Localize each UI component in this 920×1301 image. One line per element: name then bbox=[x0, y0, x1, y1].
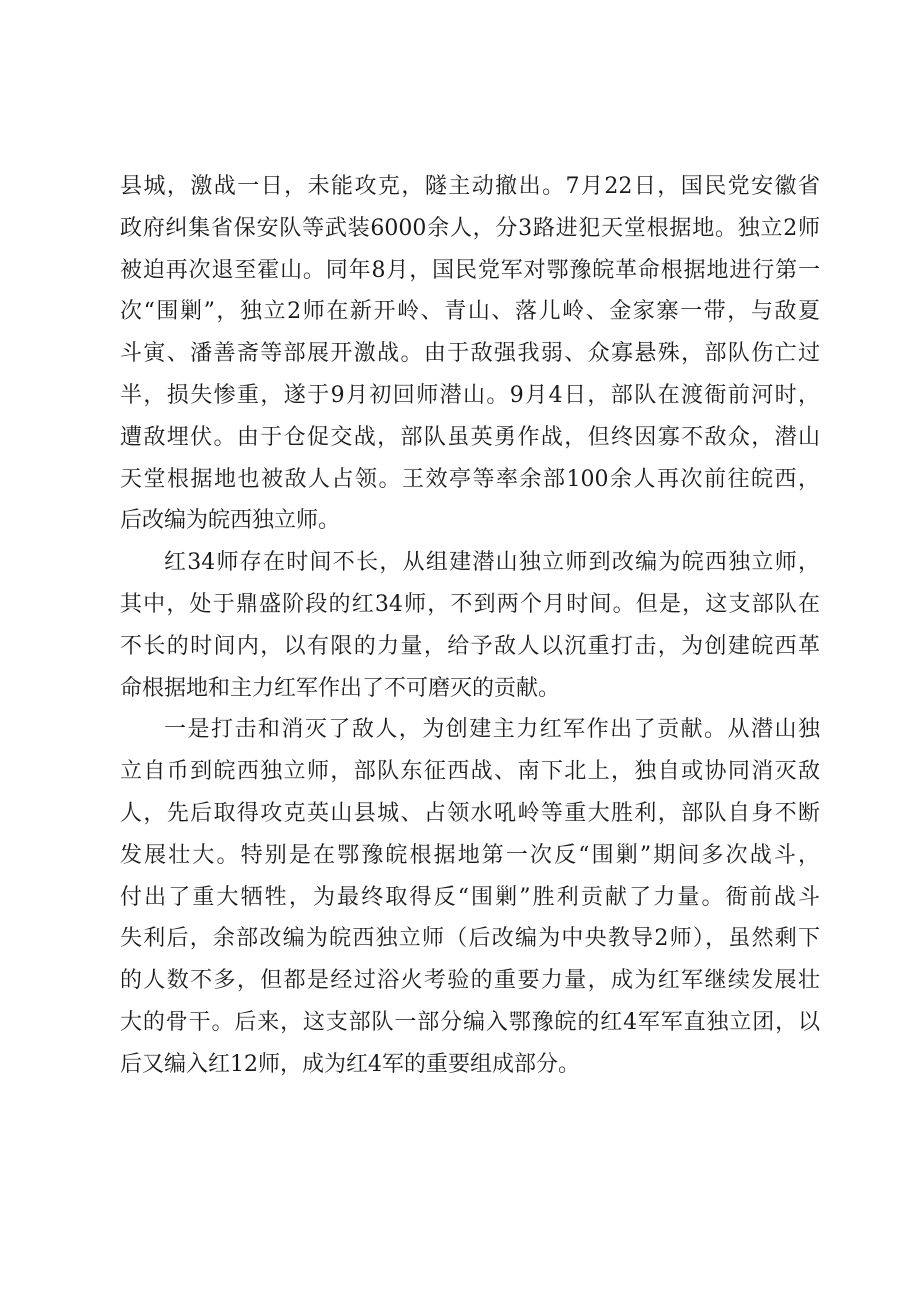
text-line: 县城，激战一日，未能攻克，隧主动撤出。7月22日，国民党安徽省 bbox=[120, 174, 820, 199]
text-line: 人，先后取得攻克英山县城、占领水吼岭等重大胜利，部队自身不断 bbox=[120, 800, 820, 826]
text-line: 后改编为皖西独立师。 bbox=[120, 508, 341, 534]
paragraph-3 bbox=[120, 709, 820, 1085]
paragraph-1 bbox=[120, 166, 820, 542]
text-line: 其中，处于鼎盛阶段的红34师，不到两个月时间。但是，这支部队在 bbox=[120, 591, 820, 617]
document-body bbox=[120, 166, 820, 1086]
text-line: 的人数不多，但都是经过浴火考验的重要力量，成为红军继续发展壮 bbox=[120, 968, 820, 994]
text-line: 半，损失惨重，遂于9月初回师潜山。9月4日，部队在渡衙前河时， bbox=[120, 382, 820, 408]
text-line: 一是打击和消灭了敌人，为创建主力红军作出了贡献。从潜山独 bbox=[164, 717, 820, 743]
text-line: 遭敌埋伏。由于仓促交战，部队虽英勇作战，但终因寡不敌众，潜山 bbox=[120, 424, 820, 450]
text-line: 付出了重大牺牲，为最终取得反“围剿”胜利贡献了力量。衙前战斗 bbox=[120, 884, 820, 910]
text-line: 红34师存在时间不长，从组建潜山独立师到改编为皖西独立师， bbox=[164, 550, 820, 576]
text-line: 被迫再次退至霍山。同年8月，国民党军对鄂豫皖革命根据地进行第一 bbox=[120, 257, 820, 283]
text-line: 政府纠集省保安队等武装6000余人，分3路进犯天堂根据地。独立2师 bbox=[120, 215, 820, 241]
text-line: 后又编入红12师，成为红4军的重要组成部分。 bbox=[120, 1051, 580, 1077]
text-line: 发展壮大。特别是在鄂豫皖根据地第一次反“围剿”期间多次战斗， bbox=[120, 842, 820, 868]
text-line: 不长的时间内，以有限的力量，给予敌人以沉重打击，为创建皖西革 bbox=[120, 633, 820, 659]
text-line: 失利后，余部改编为皖西独立师（后改编为中央教导2师），虽然剩下 bbox=[120, 926, 820, 952]
text-line: 命根据地和主力红军作出了不可磨灭的贡献。 bbox=[120, 675, 561, 701]
text-line: 立自币到皖西独立师，部队东征西战、南下北上，独自或协同消灭敌 bbox=[120, 759, 820, 785]
text-line: 天堂根据地也被敌人占领。王效亭等率余部100余人再次前往皖西， bbox=[120, 466, 820, 492]
text-line: 大的骨干。后来，这支部队一部分编入鄂豫皖的红4军军直独立团，以 bbox=[120, 1009, 820, 1035]
text-line: 斗寅、潘善斋等部展开激战。由于敌强我弱、众寡悬殊，部队伤亡过 bbox=[120, 341, 820, 367]
text-line: 次“围剿”，独立2师在新开岭、青山、落儿岭、金家寨一带，与敌夏 bbox=[120, 299, 820, 325]
paragraph-2 bbox=[120, 542, 820, 709]
